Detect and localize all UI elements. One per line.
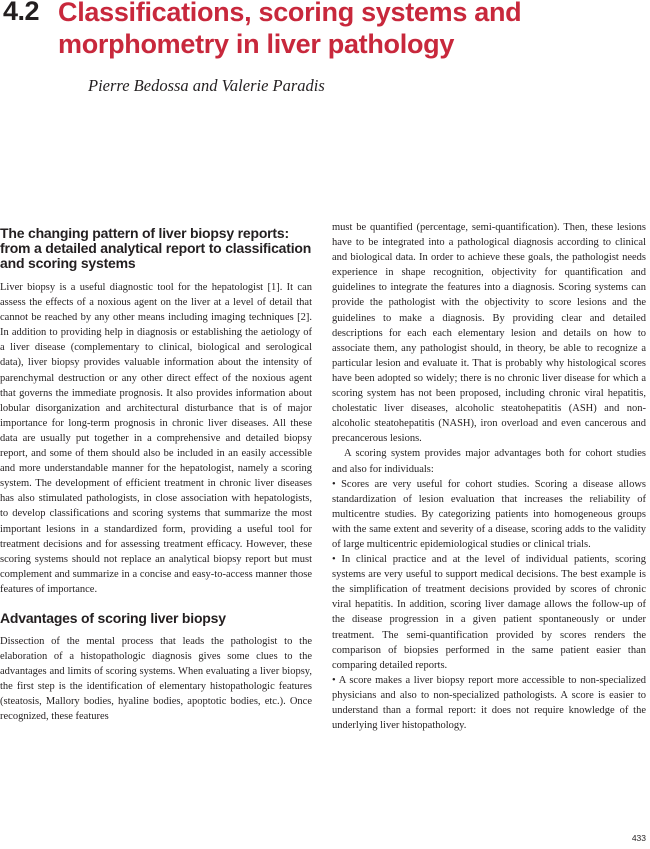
paragraph-dissection-mental-process: Dissection of the mental process that leads the pathologist to the elaboration of a histopathologic diagnosis gives some clues to the advantages and limits of scoring systems. When evaluating a liver biopsy, the first step is the identification of elementary histopathologic features (steatosis, Mallory bodies, hyaline bodies, apoptotic bodies, etc.). Once recognized, these features — [0, 635, 312, 723]
bullet-clinical-practice: • In clinical practice and at the level of individual patients, scoring systems are very useful to support medical decisions. The best example is the simplification of treatment decisions provided by scores of chronic viral hepatitis. In addition, scoring liver damage allows the follow-up of the disease progression in a given patient spontaneously or under treatment. The semi-quantification provided by scores renders the comparison of biopsies performed in the same patient easier than comparing detailed reports. — [332, 554, 646, 671]
chapter-authors: Pierre Bedossa and Valerie Paradis — [88, 76, 325, 95]
left-column — [0, 226, 312, 725]
section-heading-advantages: Advantages of scoring liver biopsy — [0, 609, 226, 626]
section-heading-changing-pattern: The changing pattern of liver biopsy reports: from a detailed analytical report to classification and scoring systems — [0, 225, 312, 271]
bullet-accessible-report: • A score makes a liver biopsy report more accessible to non-specialized physicians and also to non-specialized pathologists. A score is easier to understand than a formal report: it does not require knowledge of the underlying liver histopathology. — [332, 674, 646, 732]
chapter-number: 4.2 — [3, 0, 40, 26]
paragraph-liver-biopsy-tool: Liver biopsy is a useful diagnostic tool for the hepatologist [1]. It can assess the effects of a noxious agent on the liver at a level of detail that cannot be reached by any other means including imaging techniques [2]. In addition to providing help in diagnosis or establishing the aetiology of a liver disease (complementary to clinical, biological and serological data), liver biopsy provides valuable information about the intensity of parenchymal destruction or any other direct effect of the noxious agent that governs the immediate prognosis. It also provides information about lobular disorganization and architectural disturbance that is of major importance for long-term prognosis in chronic liver diseases. All these data are usually put together in a comprehensive and detailed biopsy report, and some of them should also be included in an easily accessible and more understandable manner for the hepatologist, namely a scoring system. The development of efficient treatment in chronic liver diseases has also stimulated pathologists, in close association with hepatologists, to develop classifications and scoring systems that summarize the most important lesions in a standardized form, providing a useful tool for treatment decisions and for assessing treatment efficacy. However, these scoring systems should not replace an analytical biopsy report but must complement and summarize in a concise and easy-to-access manner those features of importance. — [0, 282, 312, 595]
page-number: 433 — [631, 833, 646, 843]
chapter-title: Classifications, scoring systems and morphometry in liver pathology — [58, 0, 522, 59]
bullet-cohort-studies: • Scores are very useful for cohort studies. Scoring a disease allows standardization of lesion evaluation that increases the reliability of multicentre studies. By categorizing patients into homogeneous groups with the same extent and severity of a disease, scoring adds to the validity of large multicentric epidemiological studies or clinical trials. — [332, 478, 646, 550]
paragraph-scoring-advantages: A scoring system provides major advantages both for cohort studies and also for individuals: — [332, 448, 646, 475]
right-column — [332, 220, 646, 733]
paragraph-quantified: must be quantified (percentage, semi-quantification). Then, these lesions have to be integrated into a pathological diagnosis according to clinical and biological data. In order to achieve these goals, the pathologist needs experience in shape recognition, objectivity for quantification and guidelines to integrate the features into a diagnosis. Scoring systems can provide the pathologist with the objectivity to score lesions and the guidelines to make a diagnosis. By providing clear and detailed descriptions for each each elementary lesion and details on how to associate them, any pathologist should, in theory, be able to recognize a particular lesion and evaluate it. That is probably why histological scores have been adopted so widely; there is no chronic liver disease for which a scoring system has not been proposed, including chronic viral hepatitis, cholestatic liver diseases, alcoholic steatohepatitis (ASH) and non-alcoholic steatohepatitis (NASH), iron overload and even cancerous and precancerous lesions. — [332, 222, 646, 445]
